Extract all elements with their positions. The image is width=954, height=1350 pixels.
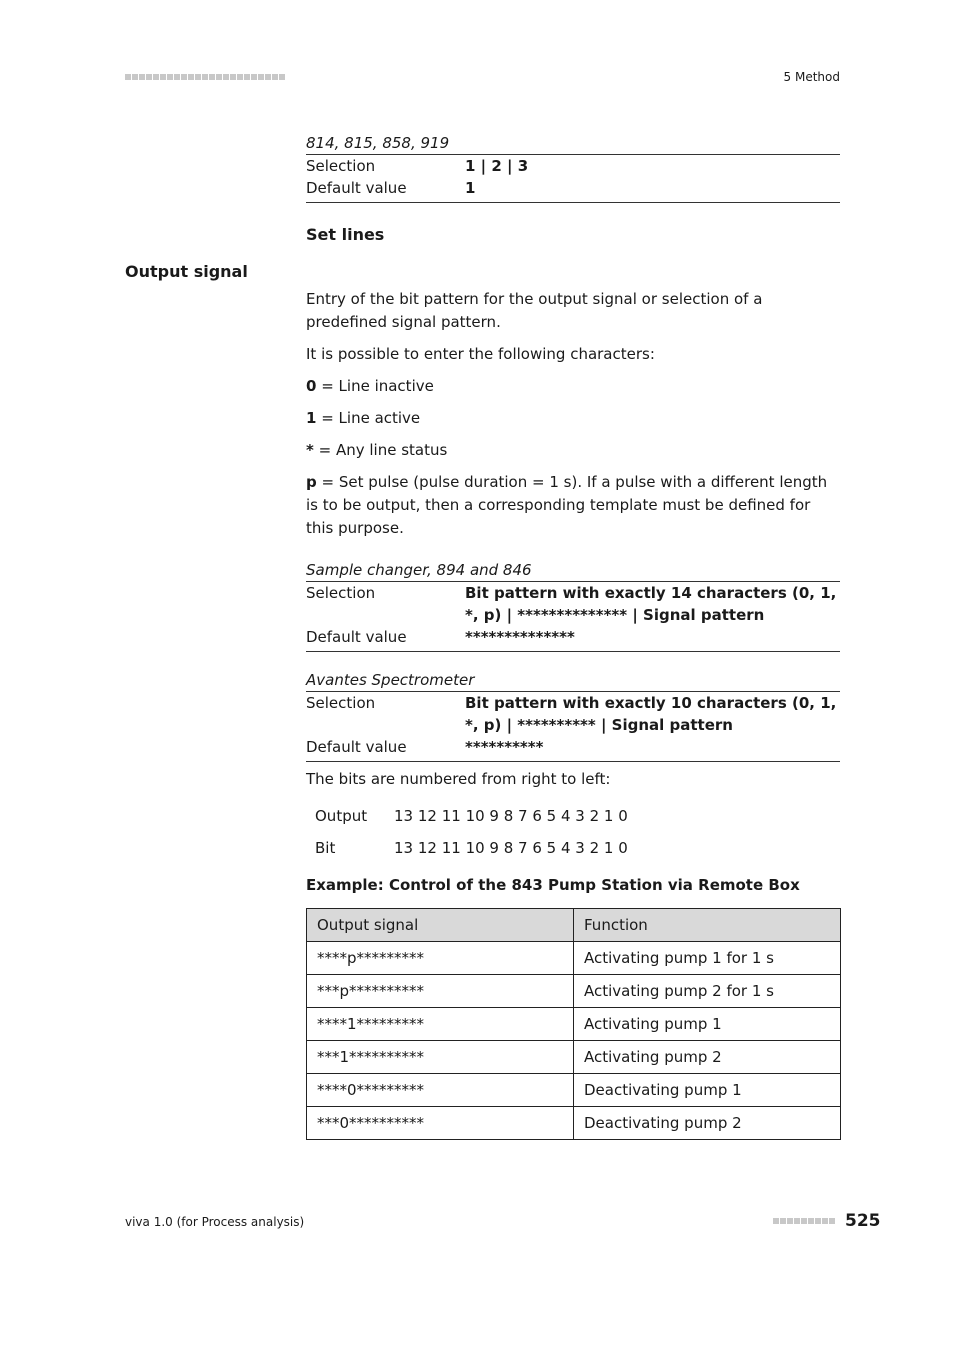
footer-decoration — [773, 1218, 835, 1224]
char-item: p = Set pulse (pulse duration = 1 s). If a pulse with a different length is to be output, then a corresponding template must be defined for this purpose. — [306, 473, 828, 537]
block-caption: 814, 815, 858, 919 — [306, 134, 450, 152]
default-value: ********** — [465, 738, 544, 756]
example-table — [306, 908, 841, 1140]
char-item: * = Any line status — [306, 441, 448, 459]
table-row — [307, 975, 841, 1008]
table-cell: ****1********* — [307, 1008, 574, 1041]
param-block-814 — [306, 132, 840, 203]
chars-intro: It is possible to enter the following characters: — [306, 345, 655, 363]
output-signal-label: Output signal — [125, 262, 248, 281]
bits-bit-values: 13 12 11 10 9 8 7 6 5 4 3 2 1 0 — [394, 839, 628, 857]
set-lines-heading: Set lines — [306, 225, 385, 244]
default-label: Default value — [306, 628, 407, 646]
table-cell: ***p********** — [307, 975, 574, 1008]
table-cell: ***0********** — [307, 1107, 574, 1140]
param-block-avantes — [306, 669, 840, 762]
table-cell: Activating pump 1 for 1 s — [574, 942, 841, 975]
header-decoration — [125, 74, 285, 80]
selection-value: Bit pattern with exactly 14 characters (0, 1, *, p) | ************** | Signal pattern — [465, 584, 837, 624]
example-heading: Example: Control of the 843 Pump Station via Remote Box — [306, 876, 800, 894]
table-header-row — [307, 909, 841, 942]
column-header: Function — [574, 909, 841, 942]
default-label: Default value — [306, 738, 407, 756]
default-value: 1 — [465, 179, 476, 197]
output-signal-description — [306, 288, 840, 540]
table-row — [307, 1107, 841, 1140]
bits-output-row — [306, 807, 628, 825]
table-cell: Deactivating pump 1 — [574, 1074, 841, 1107]
table-row — [307, 942, 841, 975]
header-section: 5 Method — [783, 70, 840, 84]
table-row — [307, 1074, 841, 1107]
bits-output-label: Output — [315, 807, 368, 825]
default-value: ************** — [465, 628, 575, 646]
bits-bit-label: Bit — [315, 839, 336, 857]
selection-value: 1 | 2 | 3 — [465, 157, 529, 175]
bits-bit-row — [306, 839, 628, 857]
table-row — [307, 1008, 841, 1041]
table-cell: Activating pump 2 — [574, 1041, 841, 1074]
block-caption: Avantes Spectrometer — [306, 671, 475, 689]
intro-text: Entry of the bit pattern for the output signal or selection of a predefined signal pattern. — [306, 290, 763, 331]
selection-label: Selection — [306, 157, 376, 175]
table-cell: Deactivating pump 2 — [574, 1107, 841, 1140]
table-row — [307, 1041, 841, 1074]
table-cell: ****p********* — [307, 942, 574, 975]
bits-intro: The bits are numbered from right to left: — [306, 770, 611, 788]
char-item: 1 = Line active — [306, 409, 421, 427]
page-number: 525 — [845, 1211, 881, 1231]
table-cell: ***1********** — [307, 1041, 574, 1074]
block-caption: Sample changer, 894 and 846 — [306, 561, 532, 579]
table-cell: Activating pump 1 — [574, 1008, 841, 1041]
table-cell: ****0********* — [307, 1074, 574, 1107]
column-header: Output signal — [307, 909, 574, 942]
bits-output-values: 13 12 11 10 9 8 7 6 5 4 3 2 1 0 — [394, 807, 628, 825]
param-block-sample-changer — [306, 559, 840, 652]
table-cell: Activating pump 2 for 1 s — [574, 975, 841, 1008]
char-item: 0 = Line inactive — [306, 377, 434, 395]
default-label: Default value — [306, 179, 407, 197]
footer-title: viva 1.0 (for Process analysis) — [125, 1215, 305, 1229]
selection-label: Selection — [306, 694, 376, 712]
selection-label: Selection — [306, 584, 376, 602]
selection-value: Bit pattern with exactly 10 characters (0, 1, *, p) | ********** | Signal pattern — [465, 694, 837, 734]
